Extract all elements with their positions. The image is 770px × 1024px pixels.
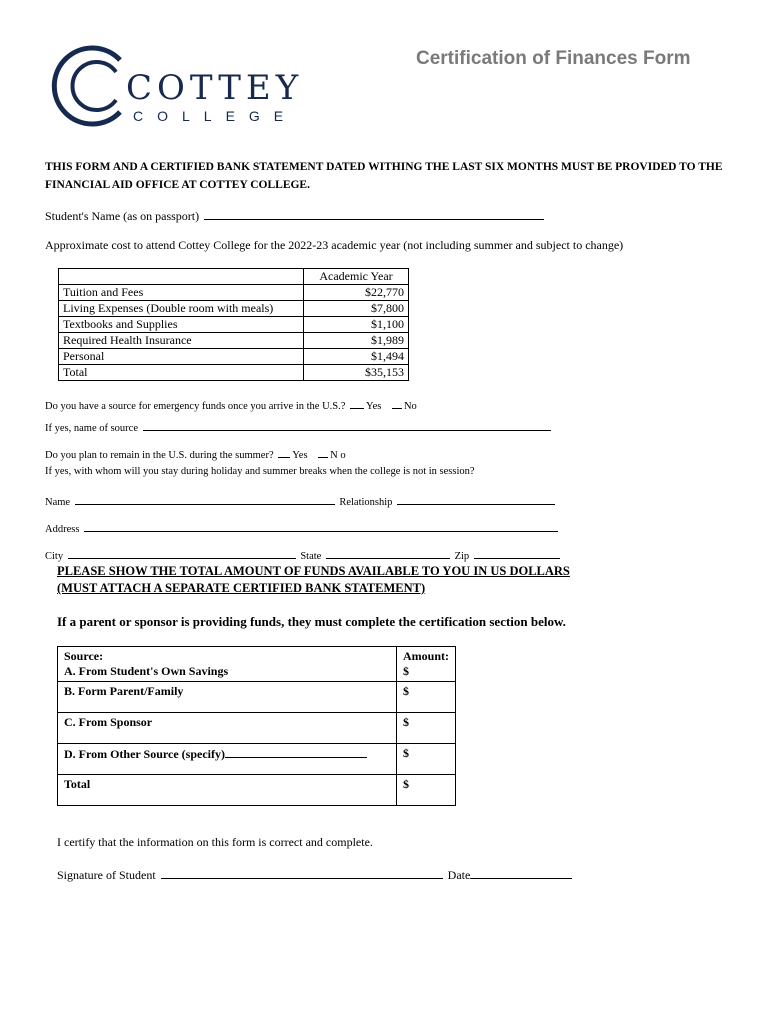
state-field[interactable] <box>326 547 450 559</box>
cost-row <box>59 317 409 333</box>
cost-value: $7,800 <box>304 301 409 317</box>
source-header: Source: <box>64 649 104 663</box>
cost-row <box>59 301 409 317</box>
emergency-question: Do you have a source for emergency funds once you arrive in the U.S.? <box>45 401 346 412</box>
amount-cell[interactable] <box>397 682 456 713</box>
date-field[interactable] <box>470 867 572 879</box>
cost-label: Total <box>59 365 304 381</box>
amount-cell[interactable] <box>397 713 456 744</box>
amount-cell[interactable] <box>397 744 456 775</box>
address-label: Address <box>45 524 80 535</box>
source-label: B. Form Parent/Family <box>64 684 184 698</box>
source-cell <box>58 713 397 744</box>
student-name-label: Student's Name (as on passport) <box>45 209 200 223</box>
emergency-source-field[interactable] <box>143 419 551 431</box>
relationship-label: Relationship <box>339 497 393 508</box>
cost-label: Living Expenses (Double room with meals) <box>59 301 304 317</box>
emergency-question-row <box>45 397 417 412</box>
no-label: No <box>403 401 417 412</box>
city-label: City <box>45 551 64 562</box>
cost-label: Tuition and Fees <box>59 285 304 301</box>
signature-label: Signature of Student <box>57 868 156 882</box>
sources-row <box>58 713 456 744</box>
stay-with-question: If yes, with whom will you stay during holiday and summer breaks when the college is not in session? <box>45 466 475 477</box>
emergency-no-field[interactable] <box>392 397 402 409</box>
source-label: D. From Other Source (specify) <box>64 747 225 761</box>
signature-field[interactable] <box>161 867 443 879</box>
city-field[interactable] <box>68 547 296 559</box>
cost-row <box>59 333 409 349</box>
signature-row <box>57 867 574 883</box>
logo-sub-text: COLLEGE <box>133 108 298 124</box>
cost-column-header: Academic Year <box>304 269 409 285</box>
cost-value: $22,770 <box>304 285 409 301</box>
address-row <box>45 520 560 535</box>
source-cell <box>58 744 397 775</box>
city-state-zip-row <box>45 547 562 562</box>
source-cell <box>58 682 397 713</box>
summer-question: Do you plan to remain in the U.S. during the summer? <box>45 450 274 461</box>
currency-sign: $ <box>403 746 409 760</box>
source-cell <box>58 647 397 682</box>
cost-value: $1,989 <box>304 333 409 349</box>
funds-heading-2: (MUST ATTACH A SEPARATE CERTIFIED BANK STATEMENT) <box>57 581 426 595</box>
currency-sign: $ <box>403 715 409 729</box>
cost-value: $1,494 <box>304 349 409 365</box>
emergency-source-label: If yes, name of source <box>45 423 139 434</box>
sponsor-note: If a parent or sponsor is providing funds, they must complete the certification section below. <box>57 614 566 629</box>
amount-cell[interactable] <box>397 647 456 682</box>
sources-row <box>58 682 456 713</box>
summer-yes-label: Yes <box>292 450 308 461</box>
cost-label: Personal <box>59 349 304 365</box>
host-name-field[interactable] <box>75 493 335 505</box>
student-name-row <box>45 208 546 224</box>
cost-value: $1,100 <box>304 317 409 333</box>
currency-sign: $ <box>403 684 409 698</box>
other-source-field[interactable] <box>225 746 367 758</box>
cost-intro: Approximate cost to attend Cottey College for the 2022-23 academic year (not including summer and subject to change) <box>45 238 624 252</box>
cost-label: Textbooks and Supplies <box>59 317 304 333</box>
yes-label: Yes <box>366 401 382 412</box>
summer-no-label: N o <box>330 450 346 461</box>
amount-cell[interactable] <box>397 775 456 806</box>
summer-question-row <box>45 446 346 461</box>
form-title: Certification of Finances Form <box>416 48 691 69</box>
cost-row <box>59 285 409 301</box>
source-label: C. From Sponsor <box>64 715 153 729</box>
currency-sign: $ <box>403 777 409 791</box>
summer-no-field[interactable] <box>318 446 328 458</box>
notice-text: THIS FORM AND A CERTIFIED BANK STATEMENT DATED WITHING THE LAST SIX MONTHS MUST BE PROVIDED TO THE FINANCIAL AID OFFICE AT COTTEY COLLEGE. <box>45 161 723 191</box>
cost-header-empty <box>59 269 304 285</box>
summer-yes-field[interactable] <box>278 446 290 458</box>
logo-main-text: COTTEY <box>126 68 304 108</box>
amount-header: Amount: <box>403 649 450 663</box>
cost-row <box>59 349 409 365</box>
source-label: A. From Student's Own Savings <box>64 664 229 678</box>
cost-table <box>58 268 409 381</box>
sources-row <box>58 744 456 775</box>
cost-row-total <box>59 365 409 381</box>
cost-value: $35,153 <box>304 365 409 381</box>
zip-label: Zip <box>454 551 470 562</box>
state-label: State <box>300 551 322 562</box>
student-name-field[interactable] <box>204 208 544 220</box>
sources-row-total <box>58 775 456 806</box>
currency-sign: $ <box>403 664 409 678</box>
source-cell <box>58 775 397 806</box>
source-label: Total <box>64 777 91 791</box>
address-field[interactable] <box>84 520 558 532</box>
cost-table-header-row <box>59 269 409 285</box>
sources-table <box>57 646 456 806</box>
date-label: Date <box>447 868 471 882</box>
emergency-yes-field[interactable] <box>350 397 364 409</box>
certify-text: I certify that the information on this form is correct and complete. <box>57 835 373 849</box>
funds-heading-1: PLEASE SHOW THE TOTAL AMOUNT OF FUNDS AVAILABLE TO YOU IN US DOLLARS <box>57 564 570 578</box>
zip-field[interactable] <box>474 547 560 559</box>
relationship-field[interactable] <box>397 493 555 505</box>
sources-row <box>58 647 456 682</box>
emergency-source-row <box>45 419 553 434</box>
host-name-row <box>45 493 557 508</box>
host-name-label: Name <box>45 497 71 508</box>
cost-label: Required Health Insurance <box>59 333 304 349</box>
source-other-row <box>64 746 390 762</box>
